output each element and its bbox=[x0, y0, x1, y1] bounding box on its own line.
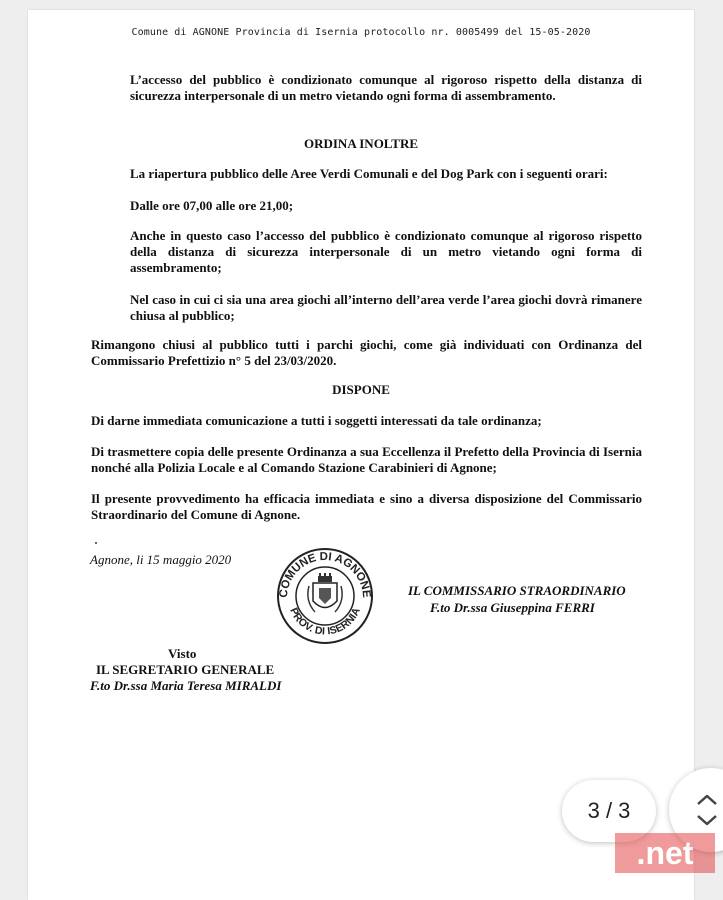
paragraph-access-conditions: Anche in questo caso l’accesso del pubblico è condizionato comunque al rigoroso rispetto della distanza di sicurezza interpersonale di un metro vietando ogni forma di assembramento; bbox=[130, 228, 642, 275]
protocol-header: Comune di AGNONE Provincia di Isernia protocollo nr. 0005499 del 15-05-2020 bbox=[131, 27, 591, 38]
site-watermark: .net bbox=[615, 833, 715, 873]
coat-of-arms-icon bbox=[308, 573, 342, 612]
paragraph-communication: Di darne immediata comunicazione a tutti i soggetti interessati da tale ordinanza; bbox=[91, 413, 542, 428]
heading-dispone: DISPONE bbox=[332, 382, 390, 397]
stamp-top-text: COMUNE DI AGNONE bbox=[277, 550, 373, 599]
stamp-bottom-text: PROV. DI ISERNIA bbox=[287, 605, 363, 638]
paragraph-transmit: Di trasmettere copia delle presente Ordinanza a sua Eccellenza il Prefetto della Provincia di Isernia nonché alla Polizia Locale e al Comando Stazione Carabinieri di Agnone; bbox=[91, 444, 642, 475]
scan-dot bbox=[95, 542, 97, 544]
document-page bbox=[28, 10, 694, 900]
paragraph-closed-parks: Rimangono chiusi al pubblico tutti i parchi giochi, come già individuati con Ordinanza del Commissario Prefettizio n° 5 del 23/03/2020. bbox=[91, 337, 642, 368]
paragraph-access: L’accesso del pubblico è condizionato comunque al rigoroso rispetto della distanza di sicurezza interpersonale di un metro vietando ogni forma di assembramento. bbox=[130, 72, 642, 103]
paragraph-reopening: La riapertura pubblico delle Aree Verdi Comunali e del Dog Park con i seguenti orari: bbox=[130, 166, 608, 181]
place-date: Agnone, li 15 maggio 2020 bbox=[90, 552, 232, 567]
visto-label: Visto bbox=[168, 646, 197, 661]
secretary-title: IL SEGRETARIO GENERALE bbox=[96, 662, 275, 677]
paragraph-efficacy: Il presente provvedimento ha efficacia immediata e sino a diversa disposizione del Commissario Straordinario del Comune di Agnone. bbox=[91, 491, 642, 522]
page-indicator: 3 / 3 bbox=[562, 780, 656, 842]
paragraph-hours: Dalle ore 07,00 alle ore 21,00; bbox=[130, 198, 294, 213]
heading-ordina-inoltre: ORDINA INOLTRE bbox=[303, 136, 419, 151]
commissioner-title: IL COMMISSARIO STRAORDINARIO bbox=[408, 583, 626, 598]
secretary-name: F.to Dr.ssa Maria Teresa MIRALDI bbox=[90, 678, 282, 693]
municipal-stamp bbox=[275, 546, 375, 646]
commissioner-name: F.to Dr.ssa Giuseppina FERRI bbox=[430, 600, 595, 615]
paragraph-play-area: Nel caso in cui ci sia una area giochi all’interno dell’area verde l’area giochi dovrà rimanere chiusa al pubblico; bbox=[130, 292, 642, 323]
